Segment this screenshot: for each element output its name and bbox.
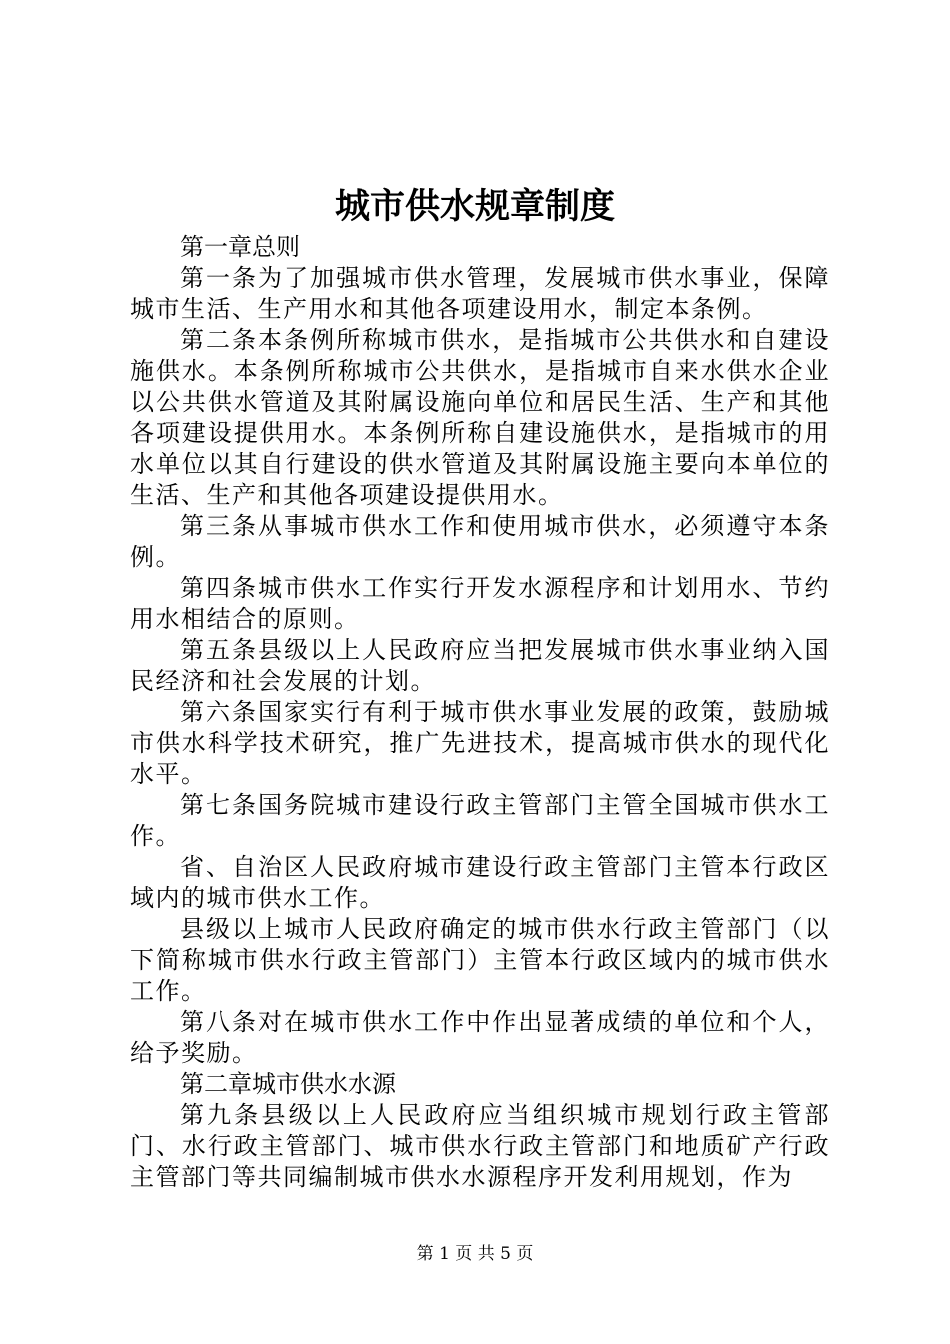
article-paragraph: 第六条国家实行有利于城市供水事业发展的政策，鼓励城市供水科学技术研究，推广先进技术，提高城市供水的现代化水平。 — [130, 698, 830, 788]
article-paragraph: 第三条从事城市供水工作和使用城市供水，必须遵守本条例。 — [130, 512, 830, 571]
article-paragraph: 第四条城市供水工作实行开发水源程序和计划用水、节约用水相结合的原则。 — [130, 574, 830, 633]
document-body — [130, 232, 830, 1193]
chapter-heading: 第二章城市供水水源 — [180, 1070, 396, 1098]
page-footer: 第 1 页 共 5 页 — [416, 1244, 534, 1264]
chapter-heading: 第一章总则 — [180, 233, 300, 261]
document-title: 城市供水规章制度 — [334, 186, 615, 227]
article-paragraph: 省、自治区人民政府城市建设行政主管部门主管本行政区域内的城市供水工作。 — [130, 853, 830, 912]
article-paragraph: 第五条县级以上人民政府应当把发展城市供水事业纳入国民经济和社会发展的计划。 — [130, 636, 830, 695]
article-paragraph: 第九条县级以上人民政府应当组织城市规划行政主管部门、水行政主管部门、城市供水行政主管部门和地质矿产行政主管部门等共同编制城市供水水源程序开发利用规划，作为 — [130, 1101, 830, 1191]
article-paragraph: 第二条本条例所称城市供水，是指城市公共供水和自建设施供水。本条例所称城市公共供水，是指城市自来水供水企业以公共供水管道及其附属设施向单位和居民生活、生产和其他各项建设提供用水。本条例所称自建设施供水，是指城市的用水单位以其自行建设的供水管道及其附属设施主要向本单位的生活、生产和其他各项建设提供用水。 — [130, 326, 830, 509]
article-paragraph: 第一条为了加强城市供水管理，发展城市供水事业，保障城市生活、生产用水和其他各项建设用水，制定本条例。 — [130, 264, 830, 323]
article-paragraph: 第八条对在城市供水工作中作出显著成绩的单位和个人，给予奖励。 — [130, 1008, 830, 1067]
article-paragraph: 县级以上城市人民政府确定的城市供水行政主管部门（以下简称城市供水行政主管部门）主管本行政区域内的城市供水工作。 — [130, 915, 830, 1005]
article-paragraph: 第七条国务院城市建设行政主管部门主管全国城市供水工作。 — [130, 791, 830, 850]
